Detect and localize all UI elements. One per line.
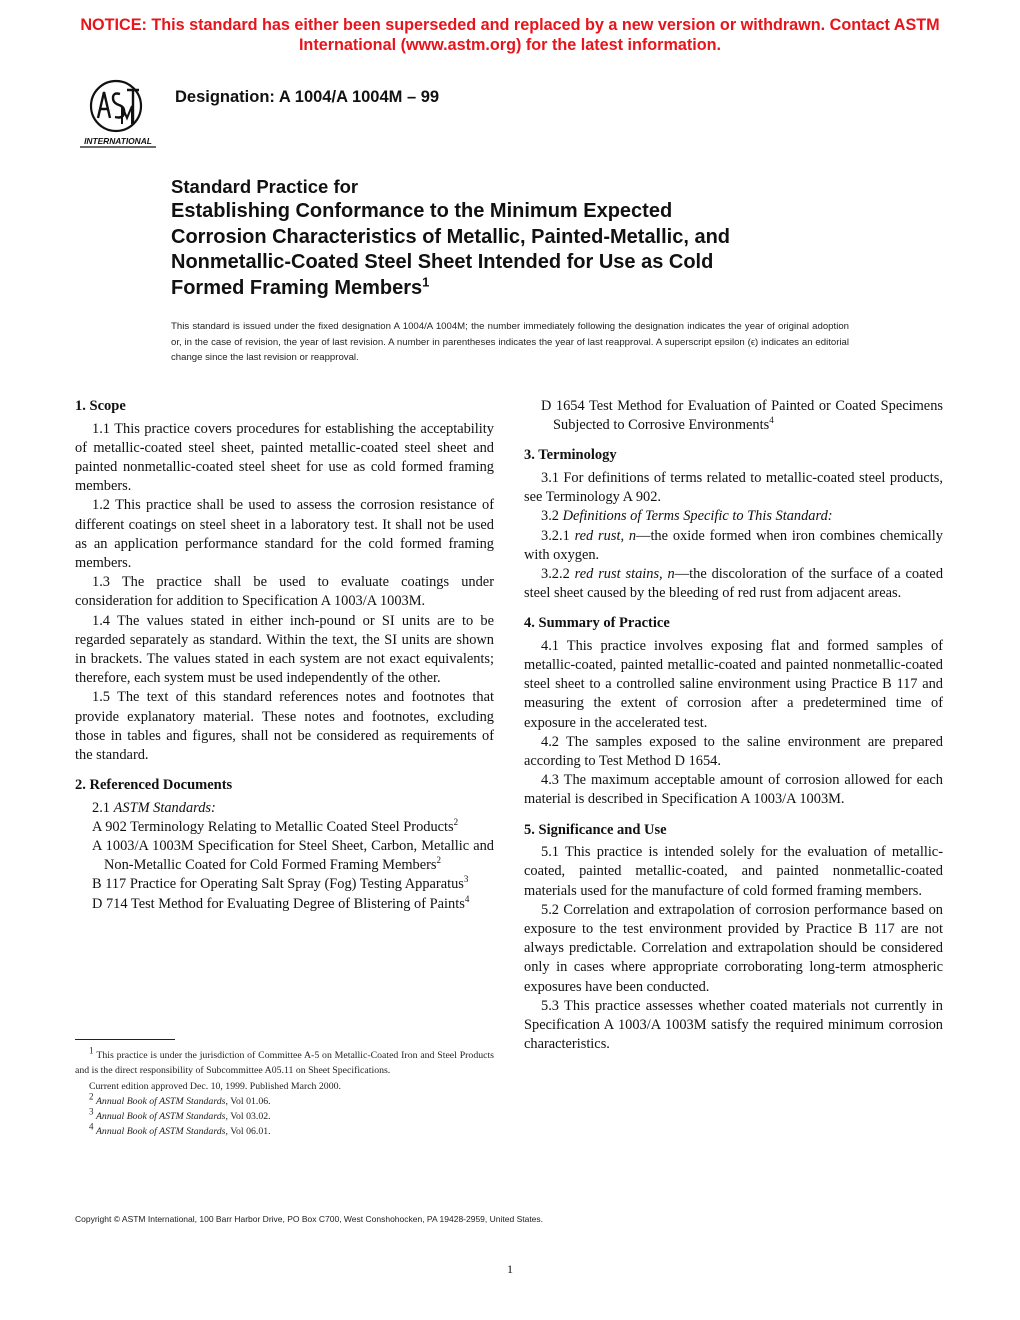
footnotes [75, 1045, 494, 1140]
paragraph-1-3: 1.3 The practice shall be used to evaluate coatings under consideration for addition to Specification A 1003/A 1003M. [75, 574, 494, 610]
withdrawn-notice [30, 15, 990, 55]
paragraph-4-1: 4.1 This practice involves exposing flat and formed samples of metallic-coated, painted metallic-coated and painted nonmetallic-coated steel sheet to a controlled saline environment using Practice B 117 and measuring the extent of corrosion after a predetermined time of exposure in the accelerated test. [524, 637, 943, 731]
paragraph-3-1: 3.1 For definitions of terms related to metallic-coated steel products, see Terminology A 902. [524, 469, 943, 506]
paragraph-5-3: 5.3 This practice assesses whether coated materials not currently in Specification A 1003/A 1003M satisfy the required minimum corrosion characteristics. [524, 997, 943, 1053]
title-line: Corrosion Characteristics of Metallic, Painted-Metallic, and [171, 225, 731, 248]
footnote-volume: , Vol 03.02. [225, 1111, 271, 1123]
reference-footnote-mark: 4 [464, 893, 470, 904]
title-block [171, 175, 871, 301]
title-prefix: Standard Practice for [171, 176, 359, 197]
footnote-3 [75, 1106, 494, 1124]
left-column [75, 397, 494, 914]
defined-term: red rust, n [574, 527, 637, 544]
paragraph-2-1 [75, 799, 494, 818]
section-heading-terminology: 3. Terminology [524, 447, 617, 464]
section-heading-scope: 1. Scope [75, 398, 126, 414]
reference-a1003 [92, 837, 494, 875]
page-number: 1 [507, 1262, 513, 1276]
reference-a902 [92, 818, 494, 837]
footnote-volume: , Vol 06.01. [225, 1126, 271, 1138]
footnote-volume: , Vol 01.06. [225, 1095, 271, 1107]
definition-text: —the discoloration of the surface of a coated steel sheet caused by the bleeding of red rust from adjacent areas. [524, 565, 944, 602]
reference-footnote-mark: 4 [769, 415, 774, 426]
title-line [171, 273, 871, 302]
astm-logo-icon [76, 76, 160, 150]
title-footnote-mark: 1 [422, 273, 430, 289]
right-column [524, 397, 943, 1054]
footnote-4 [75, 1124, 494, 1139]
notice-line-1: NOTICE: This standard has either been superseded and replaced by a new version or withdrawn. Contact ASTM [80, 16, 940, 34]
paragraph-1-2: 1.2 This practice shall be used to assess the corrosion resistance of different coatings on steel sheet in a laboratory test. It shall not be used as an application performance standard for the cold formed framing members. [75, 497, 494, 571]
footnote-text: This practice is under the jurisdiction of Committee A-5 on Metallic-Coated Iron and Steel Products and is the direct responsibility of Subcommittee A05.11 on Sheet Specifications. [75, 1050, 494, 1077]
footnote-source: Annual Book of ASTM Standards [95, 1111, 226, 1123]
footnote-mark: 4 [89, 1122, 94, 1133]
reference-text: D 1654 Test Method for Evaluation of Painted or Coated Specimens Subjected to Corrosive Environments [541, 398, 943, 434]
paragraph-number: 3.2.1 [541, 527, 575, 544]
reference-text: D 714 Test Method for Evaluating Degree of Blistering of Paints [92, 895, 465, 912]
title-line-text: Formed Framing Members [171, 276, 423, 299]
defined-term: red rust stains, n [574, 565, 675, 582]
notice-line-2: International (www.astm.org) for the latest information. [298, 36, 722, 54]
reference-text: B 117 Practice for Operating Salt Spray (Fog) Testing Apparatus [92, 876, 464, 893]
reference-d1654 [541, 397, 943, 435]
subsection-title: ASTM Standards: [113, 799, 216, 816]
paragraph-5-1: 5.1 This practice is intended solely for the evaluation of metallic-coated, painted metallic-coated, and painted nonmetallic-coated materials used for the manufacture of cold formed framing members. [524, 844, 943, 899]
paragraph-3-2 [524, 507, 943, 526]
reference-d714 [92, 895, 494, 914]
title-line: Establishing Conformance to the Minimum Expected [171, 200, 673, 222]
issue-note: This standard is issued under the fixed designation A 1004/A 1004M; the number immediately following the designation indicates the year of original adoption or, in the case of revision, the year of last revision. A number in parentheses indicates the year of last reapproval. A superscript epsilon (ϵ) indicates an editorial change since the last revision or reapproval. [171, 321, 849, 364]
footnote-source: Annual Book of ASTM Standards [95, 1126, 226, 1138]
footnote-source: Annual Book of ASTM Standards [95, 1095, 226, 1107]
copyright: Copyright © ASTM International, 100 Barr Harbor Drive, PO Box C700, West Conshohocken, PA 19428-2959, United States. [75, 1214, 544, 1224]
footnote-1-edition: Current edition approved Dec. 10, 1999. Published March 2000. [89, 1080, 341, 1092]
reference-text: A 902 Terminology Relating to Metallic Coated Steel Products [92, 818, 454, 835]
paragraph-1-4: 1.4 The values stated in either inch-pound or SI units are to be regarded separately as standard. Within the text, the SI units are shown in brackets. The values stated in each system are not exact equivalents; therefore, each system must be used independently of the other. [75, 612, 494, 687]
reference-footnote-mark: 2 [453, 817, 459, 828]
logo-text: INTERNATIONAL [84, 136, 152, 146]
title-line: Nonmetallic-Coated Steel Sheet Intended for Use as Cold [171, 251, 714, 273]
paragraph-number: 2.1 [92, 799, 114, 816]
section-heading-referenced: 2. Referenced Documents [75, 777, 233, 794]
designation: Designation: A 1004/A 1004M – 99 [175, 88, 440, 106]
reference-b117 [92, 875, 494, 894]
footnote-divider [75, 1039, 175, 1040]
definition-red-rust-stains [524, 565, 943, 603]
paragraph-4-3: 4.3 The maximum acceptable amount of corrosion allowed for each material is described in Specification A 1003/A 1003M. [524, 772, 943, 808]
definition-red-rust [524, 527, 943, 565]
paragraph-4-2: 4.2 The samples exposed to the saline environment are prepared according to Test Method D 1654. [524, 733, 943, 770]
reference-footnote-mark: 2 [436, 855, 442, 866]
paragraph-number: 3.2 [541, 508, 563, 525]
reference-footnote-mark: 3 [463, 874, 469, 885]
footnote-mark: 1 [89, 1045, 94, 1056]
document-title [171, 199, 871, 301]
definition-text: —the oxide formed when iron combines chemically with oxygen. [524, 527, 944, 563]
section-heading-summary: 4. Summary of Practice [524, 615, 670, 632]
footnote-2 [75, 1091, 494, 1109]
reference-text: A 1003/A 1003M Specification for Steel Sheet, Carbon, Metallic and Non-Metallic Coated for Cold Formed Framing Members [92, 838, 494, 874]
paragraph-1-1: 1.1 This practice covers procedures for establishing the acceptability of metallic-coated steel sheet, painted metallic-coated steel sheet and painted nonmetallic-coated steel sheet for use as cold formed framing members. [75, 420, 494, 495]
section-heading-significance: 5. Significance and Use [524, 821, 667, 838]
footnote-mark: 2 [89, 1091, 94, 1102]
paragraph-5-2: 5.2 Correlation and extrapolation of corrosion performance based on exposure to the test environment provided by Practice B 117 are not always predictable. Correlation and extrapolation should be considered only in cases where appropriate corroborating long-term atmospheric exposures have been conducted. [524, 901, 943, 995]
footnote-1 [75, 1045, 494, 1079]
paragraph-number: 3.2.2 [541, 565, 575, 582]
subsection-title: Definitions of Terms Specific to This Standard: [562, 508, 833, 525]
footnote-mark: 3 [89, 1106, 94, 1117]
paragraph-1-5: 1.5 The text of this standard references notes and footnotes that provide explanatory material. These notes and footnotes, excluding those in tables and figures, shall not be considered as requirements of the standard. [75, 689, 494, 763]
